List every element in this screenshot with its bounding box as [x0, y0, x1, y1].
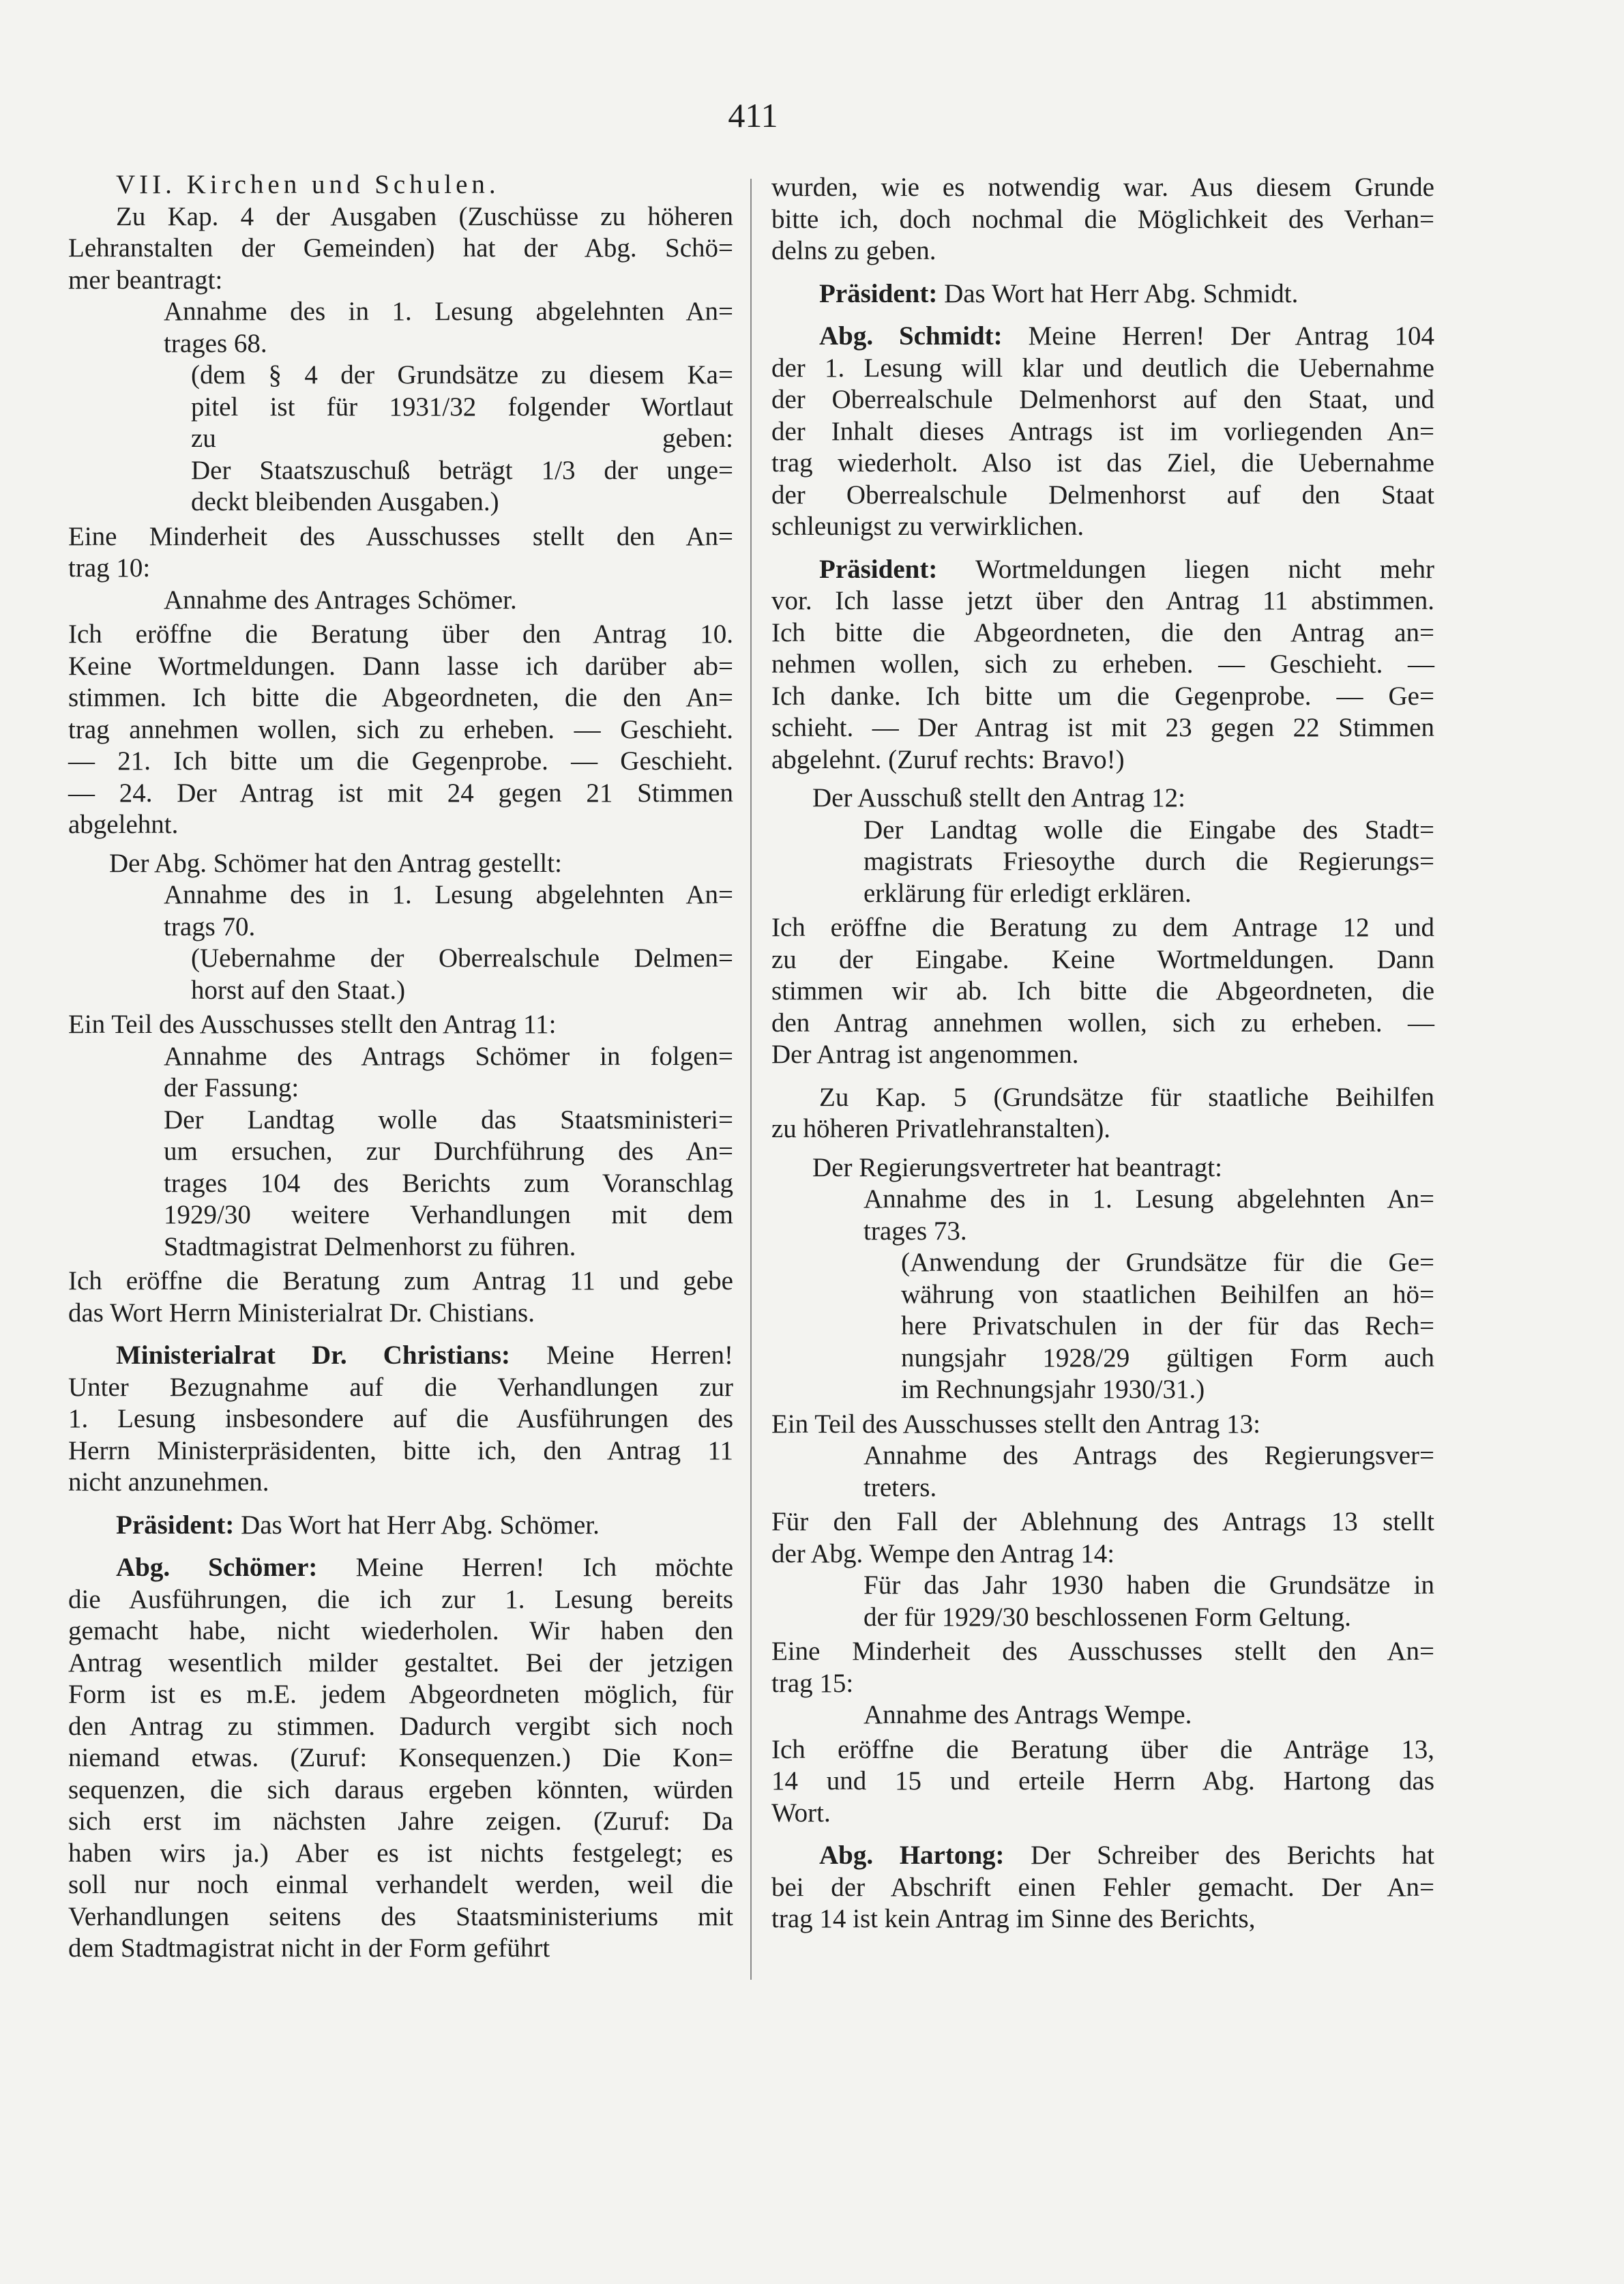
line-text: soll nur noch einmal verhandelt werden, weil die	[68, 1870, 733, 1899]
text-line	[771, 353, 1434, 385]
line-text: Zu Kap. 4 der Ausgaben (Zuschüsse zu höheren	[116, 201, 733, 231]
text-line	[68, 553, 733, 585]
text-line	[164, 879, 733, 911]
text-line	[68, 1648, 733, 1680]
text-line	[68, 1933, 733, 1965]
text-line	[771, 712, 1434, 744]
text-line	[771, 511, 1434, 543]
line-text: trag 14 ist kein Antrag im Sinne des Berichts,	[771, 1904, 1256, 1933]
line-text: dem Stadtmagistrat nicht in der Form geführt	[68, 1933, 550, 1963]
line-text: stimmen. Ich bitte die Abgeordneten, die den An=	[68, 683, 733, 712]
line-text: Der Ausschuß stellt den Antrag 12:	[812, 783, 1186, 812]
line-text: trag 15:	[771, 1668, 854, 1698]
text-line	[771, 1039, 1434, 1071]
text-line	[68, 1711, 733, 1743]
text-line	[771, 649, 1434, 681]
line-text: trages 73.	[863, 1216, 967, 1246]
line-text: Das Wort hat Herr Abg. Schmidt.	[937, 278, 1299, 308]
text-line	[863, 1184, 1434, 1216]
line-text: abgelehnt. (Zuruf rechts: Bravo!)	[771, 744, 1125, 774]
line-text: Verhandlungen seitens des Staatsministeriums mit	[68, 1901, 733, 1931]
text-line	[901, 1279, 1434, 1311]
text-line	[68, 1435, 733, 1467]
paragraph	[771, 278, 1434, 310]
text-line	[771, 416, 1434, 448]
text-line	[191, 392, 733, 424]
line-text: der für 1929/30 beschlossenen Form Geltung.	[863, 1602, 1351, 1632]
text-line	[863, 1216, 1434, 1248]
line-text: der 1. Lesung will klar und deutlich die Uebernahme	[771, 353, 1434, 383]
line-text: Ein Teil des Ausschusses stellt den Antrag 11:	[68, 1010, 557, 1039]
line-text: Stadtmagistrat Delmenhorst zu führen.	[164, 1231, 576, 1261]
line-text: Eine Minderheit des Ausschusses stellt den An=	[771, 1637, 1434, 1666]
line-text: währung von staatlichen Beihilfen an hö=	[901, 1279, 1434, 1309]
line-text: zu der Eingabe. Keine Wortmeldungen. Dann	[771, 944, 1434, 974]
text-line	[68, 778, 733, 810]
line-text: mer beantragt:	[68, 265, 223, 295]
text-line	[771, 1152, 1434, 1184]
line-text: Ich eröffne die Beratung über den Antrag 10.	[68, 619, 733, 649]
line-text: erklärung für erledigt erklären.	[863, 878, 1192, 908]
line-text: 14 und 15 und erteile Herrn Abg. Hartong das	[771, 1766, 1434, 1796]
paragraph	[68, 1104, 733, 1263]
text-line	[68, 651, 733, 683]
text-line	[191, 943, 733, 975]
line-text: Ich eröffne die Beratung über die Anträge 13,	[771, 1734, 1434, 1764]
line-text: der Oberrealschule Delmenhorst auf den Staat, und	[771, 385, 1434, 414]
line-text: 1. Lesung insbesondere auf die Ausführungen des	[68, 1404, 733, 1433]
left-column	[68, 169, 733, 1965]
text-line	[863, 878, 1434, 910]
line-text: Das Wort hat Herr Abg. Schömer.	[234, 1510, 600, 1540]
paragraph	[68, 360, 733, 518]
line-text: trages 68.	[164, 328, 267, 358]
line-text: Annahme des Antrags des Regierungsver=	[863, 1441, 1434, 1470]
line-text: die Ausführungen, die ich zur 1. Lesung bereits	[68, 1584, 733, 1614]
text-line	[68, 1584, 733, 1616]
line-text: abgelehnt.	[68, 810, 179, 839]
line-text: Herrn Ministerpräsidenten, bitte ich, den Antrag 11	[68, 1435, 733, 1465]
text-line	[771, 976, 1434, 1008]
text-line	[68, 1265, 733, 1298]
line-text: deckt bleibenden Ausgaben.)	[191, 487, 499, 516]
line-text: Meine Herren! Ich möchte	[317, 1553, 734, 1582]
text-line	[771, 944, 1434, 976]
text-line	[771, 235, 1434, 267]
text-line	[771, 1506, 1434, 1538]
line-text: Antrag wesentlich milder gestaltet. Bei der jetzigen	[68, 1648, 733, 1678]
text-line	[771, 204, 1434, 236]
paragraph	[68, 1041, 733, 1104]
line-text: Ein Teil des Ausschusses stellt den Antrag 13:	[771, 1409, 1260, 1439]
text-line	[191, 360, 733, 392]
text-line	[164, 296, 733, 328]
text-line	[68, 233, 733, 265]
line-text: sequenzen, die sich daraus ergeben könnten, würden	[68, 1774, 733, 1804]
text-line	[68, 682, 733, 714]
line-text: Form ist es m.E. jedem Abgeordneten möglich, für	[68, 1680, 733, 1709]
text-line	[164, 328, 733, 360]
line-text: sich erst im nächsten Jahre zeigen. (Zuruf: Da	[68, 1806, 733, 1836]
paragraph	[771, 1699, 1434, 1731]
text-line	[68, 746, 733, 778]
line-text: Wortmeldungen liegen nicht mehr	[937, 554, 1434, 584]
paragraph	[771, 1570, 1434, 1633]
line-text: Lehranstalten der Gemeinden) hat der Abg. Schö=	[68, 233, 733, 263]
line-text: Ich eröffne die Beratung zu dem Antrage 12 und	[771, 913, 1434, 942]
line-text: im Rechnungsjahr 1930/31.)	[901, 1375, 1205, 1404]
line-text: Ich eröffne die Beratung zum Antrag 11 und gebe	[68, 1266, 733, 1295]
text-line	[68, 1403, 733, 1435]
text-line	[68, 809, 733, 841]
line-text: trag annehmen wollen, sich zu erheben. — Geschieht.	[68, 714, 733, 744]
text-line	[68, 1615, 733, 1648]
line-text: der Inhalt dieses Antrags ist im vorliegenden An=	[771, 416, 1434, 446]
text-line	[68, 1467, 733, 1499]
page-number: 411	[728, 96, 778, 134]
paragraph	[68, 1340, 733, 1499]
text-line	[68, 1510, 733, 1542]
line-text: Annahme des in 1. Lesung abgelehnten An=	[863, 1184, 1434, 1214]
text-line	[164, 1231, 733, 1263]
text-line	[771, 1636, 1434, 1668]
text-line	[68, 1901, 733, 1933]
line-text: nungsjahr 1928/29 gültigen Form auch	[901, 1343, 1434, 1373]
text-line	[863, 1472, 1434, 1504]
paragraph	[68, 585, 733, 617]
line-text: Zu Kap. 5 (Grundsätze für staatliche Beihilfen	[819, 1082, 1434, 1112]
text-line	[771, 744, 1434, 776]
speaker-label: Abg. Schömer:	[116, 1553, 318, 1582]
paragraph	[68, 296, 733, 360]
text-line	[68, 1372, 733, 1404]
speaker-label: Abg. Hartong:	[819, 1841, 1005, 1870]
line-text: horst auf den Staat.)	[191, 975, 406, 1005]
text-line	[771, 1734, 1434, 1766]
line-text: here Privatschulen in der für das Rech=	[901, 1311, 1434, 1341]
text-line	[863, 1570, 1434, 1602]
text-line	[164, 1199, 733, 1231]
paragraph	[68, 848, 733, 880]
line-text: stimmen wir ab. Ich bitte die Abgeordneten, die	[771, 976, 1434, 1006]
line-text: zu höheren Privatlehranstalten).	[771, 1114, 1111, 1143]
speaker-label: Abg. Schmidt:	[819, 321, 1003, 351]
speaker-label: Präsident:	[116, 1510, 235, 1540]
paragraph	[771, 554, 1434, 776]
text-line	[68, 265, 733, 297]
line-text: Meine Herren! Der Antrag 104	[1002, 321, 1434, 351]
text-line	[771, 1903, 1434, 1935]
line-text: Annahme des Antrages Schömer.	[164, 585, 517, 615]
paragraph	[68, 169, 733, 201]
text-line	[863, 846, 1434, 878]
text-line	[164, 1168, 733, 1200]
paragraph	[68, 1552, 733, 1965]
text-line	[771, 1872, 1434, 1904]
line-text: Der Antrag ist angenommen.	[771, 1040, 1079, 1069]
line-text: bitte ich, doch nochmal die Möglichkeit des Verhan=	[771, 204, 1434, 234]
paragraph	[771, 1247, 1434, 1406]
line-text: der Oberrealschule Delmenhorst auf den Staat	[771, 480, 1434, 510]
text-line	[771, 617, 1434, 649]
line-text: Keine Wortmeldungen. Dann lasse ich darüber ab=	[68, 651, 733, 681]
text-line	[68, 1679, 733, 1711]
text-line	[771, 1766, 1434, 1798]
speaker-label: Präsident:	[819, 554, 938, 584]
text-line	[771, 384, 1434, 416]
paragraph	[68, 619, 733, 841]
line-text: den Antrag annehmen wollen, sich zu erheben. —	[771, 1008, 1434, 1038]
line-text: (Anwendung der Grundsätze für die Ge=	[901, 1248, 1434, 1277]
line-text: Der Schreiber des Berichts hat	[1004, 1841, 1434, 1870]
paragraph	[68, 1009, 733, 1041]
line-text: (Uebernahme der Oberrealschule Delmen=	[191, 943, 733, 973]
text-line	[164, 911, 733, 943]
text-line	[68, 1742, 733, 1774]
line-text: Ich bitte die Abgeordneten, die den Antrag an=	[771, 617, 1434, 647]
line-text: das Wort Herrn Ministerialrat Dr. Chistians.	[68, 1298, 535, 1328]
right-column	[771, 169, 1434, 1935]
line-text: vor. Ich lasse jetzt über den Antrag 11 abstimmen.	[771, 586, 1434, 615]
line-text: bei der Abschrift einen Fehler gemacht. Der An=	[771, 1872, 1434, 1902]
line-text: Eine Minderheit des Ausschusses stellt den An=	[68, 521, 733, 551]
text-line	[68, 201, 733, 233]
line-text: Der Landtag wolle das Staatsministeri=	[164, 1104, 733, 1134]
text-line	[771, 448, 1434, 480]
paragraph	[771, 782, 1434, 815]
line-text: Ich danke. Ich bitte um die Gegenprobe. — Ge=	[771, 681, 1434, 711]
line-text: nicht anzunehmen.	[68, 1467, 269, 1497]
paragraph	[771, 815, 1434, 910]
line-text: nehmen wollen, sich zu erheben. — Geschieht. —	[771, 649, 1434, 679]
line-text: Für das Jahr 1930 haben die Grundsätze in	[863, 1570, 1434, 1600]
line-text: (dem § 4 der Grundsätze zu diesem Ka=	[191, 360, 733, 390]
text-line	[771, 782, 1434, 815]
line-text: zu geben:	[191, 424, 733, 453]
line-text: trags 70.	[164, 911, 256, 941]
text-line	[68, 1298, 733, 1330]
text-line	[164, 1072, 733, 1104]
text-line	[771, 1798, 1434, 1830]
text-line	[771, 1409, 1434, 1441]
text-line	[863, 1699, 1434, 1731]
text-line	[191, 455, 733, 487]
line-text: schleunigst zu verwirklichen.	[771, 512, 1084, 541]
paragraph	[771, 1409, 1434, 1441]
text-line	[771, 1668, 1434, 1700]
text-line	[771, 912, 1434, 944]
line-text: trages 104 des Berichts zum Voranschlag	[164, 1168, 733, 1198]
text-line	[771, 1082, 1434, 1114]
text-line	[771, 1113, 1434, 1145]
paragraph	[771, 1152, 1434, 1184]
column-divider	[750, 179, 752, 1980]
text-line	[164, 585, 733, 617]
line-text: — 21. Ich bitte um die Gegenprobe. — Geschieht.	[68, 746, 733, 776]
line-text: Meine Herren!	[510, 1341, 733, 1370]
text-line	[771, 480, 1434, 512]
line-text: trag wiederholt. Also ist das Ziel, die Uebernahme	[771, 448, 1434, 478]
paragraph	[771, 1184, 1434, 1247]
text-line	[68, 1838, 733, 1870]
text-line	[771, 172, 1434, 204]
line-text: VII. Kirchen und Schulen.	[116, 170, 500, 199]
text-line	[68, 714, 733, 746]
text-line	[863, 1440, 1434, 1472]
text-line	[771, 1840, 1434, 1872]
paragraph	[68, 879, 733, 943]
line-text: magistrats Friesoythe durch die Regierungs=	[863, 847, 1434, 876]
text-line	[771, 1538, 1434, 1570]
paragraph	[771, 1506, 1434, 1570]
line-text: um ersuchen, zur Durchführung des An=	[164, 1137, 733, 1166]
speaker-label: Ministerialrat Dr. Christians:	[116, 1341, 511, 1370]
paragraph	[68, 1510, 733, 1542]
line-text: — 24. Der Antrag ist mit 24 gegen 21 Stimmen	[68, 778, 733, 808]
text-line	[191, 486, 733, 518]
text-line	[771, 554, 1434, 586]
text-line	[164, 1041, 733, 1073]
line-text: Wort.	[771, 1798, 831, 1828]
text-line	[191, 975, 733, 1007]
line-text: Annahme des in 1. Lesung abgelehnten An=	[164, 297, 733, 326]
line-text: trag 10:	[68, 553, 151, 583]
paragraph	[771, 912, 1434, 1071]
paragraph	[68, 201, 733, 297]
line-text: gemacht habe, nicht wiederholen. Wir haben den	[68, 1616, 733, 1645]
text-line	[68, 1806, 733, 1838]
line-text: Der Staatszuschuß beträgt 1/3 der unge=	[191, 455, 733, 485]
paragraph	[771, 1734, 1434, 1830]
text-line	[68, 1774, 733, 1806]
text-line	[771, 681, 1434, 713]
paragraph	[68, 1265, 733, 1329]
text-line	[901, 1247, 1434, 1279]
paragraph	[771, 1082, 1434, 1145]
text-line	[771, 585, 1434, 617]
text-line	[68, 521, 733, 553]
text-line	[191, 423, 733, 455]
line-text: Annahme des in 1. Lesung abgelehnten An=	[164, 880, 733, 909]
paragraph	[771, 321, 1434, 543]
line-text: niemand etwas. (Zuruf: Konsequenzen.) Die Kon=	[68, 1743, 733, 1772]
line-text: Annahme des Antrags Schömer in folgen=	[164, 1041, 733, 1071]
text-line	[901, 1374, 1434, 1406]
text-line	[164, 1104, 733, 1137]
line-text: Unter Bezugnahme auf die Verhandlungen zur	[68, 1372, 733, 1402]
text-line	[901, 1343, 1434, 1375]
text-line	[68, 619, 733, 651]
line-text: der Abg. Wempe den Antrag 14:	[771, 1538, 1115, 1568]
line-text: delns zu geben.	[771, 236, 936, 265]
paragraph	[68, 521, 733, 585]
line-text: Annahme des Antrags Wempe.	[863, 1700, 1192, 1729]
text-line	[771, 321, 1434, 353]
text-line	[771, 278, 1434, 310]
line-text: Der Landtag wolle die Eingabe des Stadt=	[863, 815, 1434, 845]
line-text: Der Abg. Schömer hat den Antrag gestellt:	[109, 848, 562, 878]
text-line	[901, 1311, 1434, 1343]
line-text: 1929/30 weitere Verhandlungen mit dem	[164, 1200, 733, 1229]
speaker-label: Präsident:	[819, 278, 938, 308]
text-line	[164, 1136, 733, 1168]
text-line	[68, 1552, 733, 1584]
text-line	[863, 1602, 1434, 1634]
text-line	[68, 848, 733, 880]
text-line	[863, 815, 1434, 847]
paragraph	[771, 1840, 1434, 1935]
line-text: der Fassung:	[164, 1073, 299, 1102]
line-text: schieht. — Der Antrag ist mit 23 gegen 22 Stimmen	[771, 713, 1434, 742]
line-text: den Antrag zu stimmen. Dadurch vergibt sich noch	[68, 1711, 733, 1741]
line-text: pitel ist für 1931/32 folgender Wortlaut	[191, 392, 733, 422]
line-text: Der Regierungsvertreter hat beantragt:	[812, 1152, 1222, 1182]
paragraph	[771, 1636, 1434, 1699]
paragraph	[771, 172, 1434, 267]
line-text: Für den Fall der Ablehnung des Antrags 13 stellt	[771, 1507, 1434, 1536]
text-line	[68, 1340, 733, 1372]
paragraph	[771, 1440, 1434, 1504]
line-text: haben wirs ja.) Aber es ist nichts festgelegt; es	[68, 1838, 733, 1868]
text-line	[68, 169, 733, 201]
paragraph	[68, 943, 733, 1006]
text-line	[68, 1869, 733, 1901]
line-text: wurden, wie es notwendig war. Aus diesem Grunde	[771, 173, 1434, 202]
line-text: treters.	[863, 1472, 937, 1502]
text-line	[68, 1009, 733, 1041]
text-line	[771, 1008, 1434, 1040]
